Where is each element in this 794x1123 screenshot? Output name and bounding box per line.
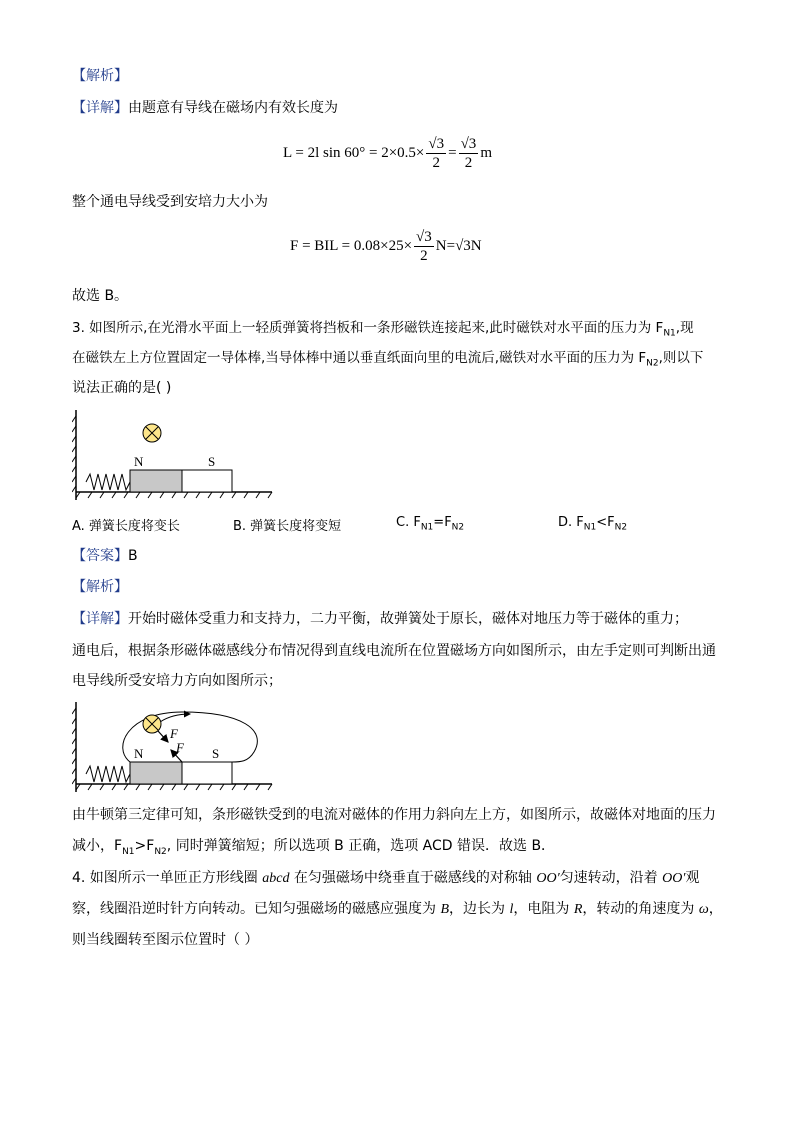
question-3-line-1: [72, 318, 694, 344]
ampere-force-intro: 整个通电导线受到安培力大小为: [72, 194, 268, 210]
stem-text: 察，线圈沿逆时针方向转动。已知匀强磁场的磁感应强度为: [72, 901, 441, 917]
denominator: 2: [464, 155, 473, 171]
question-3-line-2: [72, 348, 703, 374]
south-pole-label: S: [212, 746, 220, 761]
italic-symbol: l: [509, 902, 514, 917]
option-text: <F: [596, 515, 615, 530]
subscript: N1: [663, 328, 676, 339]
north-pole-label: N: [134, 746, 144, 761]
detail-text-line-4: 由牛顿第三定律可知，条形磁铁受到的电流对磁体的作用力斜向左上方，如图所示，故磁体对地面的压力: [72, 807, 716, 823]
formula-ampere-force: [290, 228, 482, 265]
analysis-tag: 【解析】: [72, 579, 128, 595]
stem-text: ，转动的角速度为: [582, 901, 699, 917]
magnet-field-force-figure: [72, 700, 278, 796]
fraction: [414, 228, 434, 265]
option-d: [558, 515, 627, 533]
question-4-line-3: 则当线圈转至图示位置时（ ）: [72, 932, 259, 948]
stem-text: ，边长为: [449, 901, 510, 917]
denominator: 2: [420, 248, 428, 264]
subscript: N2: [614, 522, 628, 533]
question-4-line-2: [72, 899, 723, 920]
option-text: =F: [433, 515, 452, 530]
option-text: C. F: [396, 515, 421, 530]
italic-symbol: B: [440, 902, 450, 917]
fraction: [426, 135, 446, 172]
answer-value: B: [128, 548, 138, 564]
stem-text: 3. 如图所示,在光滑水平面上一轻质弹簧将挡板和一条形磁铁连接起来,此时磁铁对水平面的压力为 F: [72, 320, 664, 336]
spring: [86, 474, 130, 490]
numerator: √3: [460, 136, 477, 152]
italic-symbol: ω: [698, 902, 709, 917]
formula-rhs: N=√3N: [435, 237, 482, 254]
italic-symbol: abcd: [262, 871, 290, 886]
subscript: N2: [451, 522, 465, 533]
italic-symbol: OO′: [662, 871, 686, 886]
formula-lhs: F = BIL = 0.08×25×: [290, 237, 413, 254]
force-label-magnet: F: [176, 740, 184, 755]
stem-text: ，电阻为: [513, 901, 574, 917]
formula-lhs: L = 2l sin 60° = 2×0.5×: [283, 144, 425, 161]
option-b: B. 弹簧长度将变短: [233, 519, 342, 534]
stem-text: 4. 如图所示一单匝正方形线圈: [72, 870, 263, 886]
force-on-wire-arrow: [158, 731, 168, 742]
detail-text-line-3: 电导线所受安培力方向如图所示；: [72, 673, 282, 689]
subscript: N1: [420, 522, 434, 533]
detail-text: >F: [134, 838, 155, 854]
current-into-page-icon: [143, 424, 161, 442]
detail-tag: 【详解】: [72, 100, 128, 116]
answer-line: [72, 546, 138, 566]
detail-text-line-5: [72, 836, 555, 862]
option-text: D. F: [558, 515, 584, 530]
question-4-line-1: [72, 868, 699, 889]
subscript: N1: [583, 522, 597, 533]
stem-text: 匀速转动，沿着: [559, 870, 663, 886]
detail-text-line-2: 通电后，根据条形磁体磁感线分布情况得到直线电流所在位置磁场方向如图所示，由左手定则可判断出通: [72, 643, 716, 659]
magnet-south-half: [182, 470, 232, 492]
spring: [86, 766, 130, 782]
north-pole-label: N: [134, 454, 144, 469]
italic-symbol: OO′: [536, 871, 560, 886]
formula-effective-length: [283, 135, 492, 172]
denominator: 2: [432, 155, 440, 171]
option-c: [396, 515, 464, 533]
stem-text: ，: [708, 901, 723, 917]
detail-text: 由题意有导线在磁场内有效长度为: [128, 100, 338, 116]
subscript: N2: [646, 358, 659, 369]
fraction: [459, 135, 479, 172]
analysis-tag: 【解析】: [72, 68, 128, 84]
stem-text: ,则以下: [658, 350, 704, 366]
numerator: √3: [428, 136, 445, 152]
magnet-north-half: [130, 762, 182, 784]
stem-text: ,现: [675, 320, 694, 336]
floor-hatching: [76, 492, 272, 498]
magnet-north-half: [130, 470, 182, 492]
current-into-page-icon: [143, 715, 161, 733]
force-label-wire: F: [170, 726, 178, 741]
stem-text: 观: [685, 870, 700, 886]
stem-text: 在匀强磁场中绕垂直于磁感线的对称轴: [289, 870, 537, 886]
answer-tag: 【答案】: [72, 548, 128, 564]
detail-text: 减小，F: [72, 838, 123, 854]
magnet-spring-figure: [72, 408, 278, 504]
detail-text: 开始时磁体受重力和支持力，二力平衡，故弹簧处于原长，磁体对地压力等于磁体的重力；: [128, 611, 688, 627]
field-direction-arrow: [160, 714, 190, 722]
italic-symbol: R: [573, 902, 583, 917]
floor-hatching: [76, 784, 272, 790]
question-3-line-3: 说法正确的是( ): [72, 380, 172, 396]
numerator: √3: [416, 229, 432, 245]
magnet-south-half: [182, 762, 232, 784]
stem-text: 在磁铁左上方位置固定一导体棒,当导体棒中通以垂直纸面向里的电流后,磁铁对水平面的压力为 F: [72, 350, 647, 366]
detail-paragraph: [72, 98, 338, 118]
detail-text: , 同时弹簧缩短；所以选项 B 正确，选项 ACD 错误．故选 B．: [166, 838, 556, 854]
equals-sign: =: [448, 144, 457, 161]
subscript: N2: [154, 846, 167, 857]
south-pole-label: S: [208, 454, 216, 469]
subscript: N1: [122, 846, 135, 857]
conclusion-text: 故选 B。: [72, 288, 129, 304]
unit: m: [480, 144, 492, 161]
option-a: A. 弹簧长度将变长: [72, 519, 180, 534]
detail-paragraph: [72, 609, 688, 629]
detail-tag: 【详解】: [72, 611, 128, 627]
